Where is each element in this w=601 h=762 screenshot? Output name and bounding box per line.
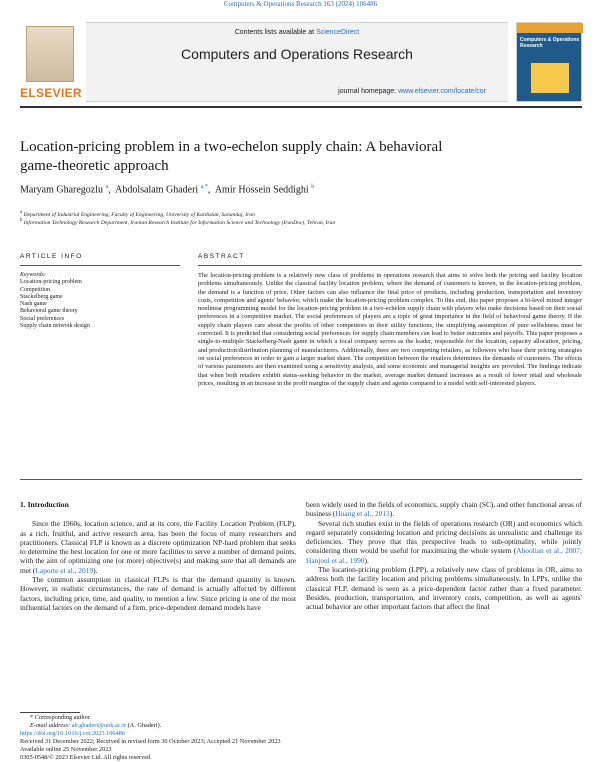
journal-band — [86, 22, 508, 102]
keyword-item: Stackelberg game — [20, 293, 63, 300]
publisher-name: ELSEVIER — [20, 86, 82, 100]
citation-link[interactable]: Huang et al., 2013 — [335, 509, 390, 519]
available-online: Available online 25 November 2023 — [20, 746, 112, 753]
author-list: Maryam Gharegozlu $^a$, Abdolsalam Ghaderi $^{a,*}$, Amir Hossein Seddighi $^b$ — [20, 184, 315, 196]
email-note — [20, 722, 281, 730]
author-name[interactable]: Amir Hossein Seddighi — [214, 184, 309, 196]
paragraph-text: ). — [364, 555, 369, 565]
article-title — [20, 138, 520, 176]
paragraph-text: Several rich studies exist in the fields of operations research (OR) and economics which regard separately considering location and pricing decisions as unrealistic and challenge its deficiencies. They prove that this perspective leads to sub-optimality, while jointly considering them would be useful for maximizing the whole system ( — [306, 518, 582, 556]
elsevier-tree-icon — [26, 26, 74, 82]
contents-prefix: Contents lists available at — [234, 29, 317, 36]
abstract-rule — [198, 265, 582, 266]
abstract-text: The location-pricing problem is a relatively new class of problems in operations research that aims to solve both the pricing and facility location problems simultaneously. Unlike the classical facility location problem, where the demand of customers is known, in the location-pricing problem, the demand is a function of price. Other factors can also influence the final price of products, including production, transportation and inventory costs, competition and agents' behavior, which make the location-pricing problem complex. To this end, this paper proposes a bi-level mixed integer nonlinear programming model for the location-pricing problem in a two-echelon supply chain with players who make decisions based on their social preferences in a competitive market. The social preferences of players are a topic of great importance in the field of behavioral game theory. If the supply chain players care about the profits of other competitors in their utility functions, the simplifying assumption of pure selfishness must be corrected. It is predicted that considering social preferences for supply chain members can lead to better outcomes and payoffs. This paper proposes a single-to-multiple Stackelberg-Nash game in which a focal company serves as the leader, responsible for the location, capacity allocation, pricing, and production/distribution planning of manufacturers. Additionally, there are two competing retailers, as followers who base their pricing strategies on social preferences in order to gain a larger market share. The competition between the retailers determines the demands of customers. The effects of various parameters are then examined using a sensitivity analysis, and some economic and managerial insights are provided. The findings indicate that when both retailers exhibit status-seeking behavior in the market, average market demand increases as a result of lower retail and wholesale prices, resulting in an increase in the profit margins of the supply chain and agents compared to a model with self-interested players. — [198, 272, 582, 387]
paragraph-text: ). — [93, 565, 98, 575]
paragraph-text: Since the 1960s, location science, and at its core, the Facility Location Problem (FLP), as a rich, fruitful, and active research area, has been the focus of many researchers and practitioners. Classical FLP is known as a discrete optimization NP-hard problem that seeks to determine the best location for one or more facilities to serve a number of demand points, with the aim of optimizing one (or more) objective(s) and making sure that all demands are met ( — [20, 519, 296, 575]
footnotes — [20, 714, 281, 762]
keyword-item: Social preferences — [20, 315, 65, 322]
footnote-rule — [20, 712, 80, 713]
paragraph — [306, 500, 582, 519]
affiliation — [20, 210, 255, 218]
affiliation-text: Information Technology Research Department, Iranian Research Institute for Information Science and Technology (IranDoc), Tehran, Iran — [23, 219, 336, 226]
contents-line — [86, 23, 508, 36]
cover-graphic — [531, 63, 569, 93]
paragraph-text: been widely used in the fields of economics, supply chain (SC), and other functional areas of business ( — [306, 500, 582, 519]
doi-link[interactable]: https://doi.org/10.1016/j.cor.2023.106486 — [20, 730, 126, 737]
title-line-1: Location-pricing problem in a two-echelon supply chain: A behavioral — [20, 139, 443, 155]
received-dates: Received 31 December 2022; Received in revised form 30 October 2023; Accepted 21 November 2023 — [20, 738, 281, 745]
section-heading: 1. Introduction — [20, 500, 69, 509]
author-name[interactable]: Abdolsalam Ghaderi — [115, 184, 199, 196]
affiliation-marker: a — [20, 210, 23, 215]
header-rule — [20, 106, 582, 108]
keywords-heading: Keywords: — [20, 272, 46, 278]
affiliation-text: Department of Industrial Engineering, Faculty of Engineering, University of Kurdistan, Sanandaj, Iran — [23, 211, 255, 218]
journal-title: Computers and Operations Research — [181, 46, 413, 62]
journal-citation[interactable]: Computers & Operations Research 163 (2024) 106486 — [223, 0, 378, 8]
affiliation-marker: b — [20, 218, 23, 223]
email-link[interactable]: ab.ghaderi@uok.ac.ir — [71, 722, 126, 729]
body-left-column — [20, 500, 296, 612]
cover-bar — [517, 23, 583, 33]
abstract-bottom-rule — [20, 479, 582, 480]
paragraph-text: ). — [389, 509, 395, 519]
keyword-item: Location-pricing problem — [20, 279, 82, 286]
author-name[interactable]: Maryam Gharegozlu — [20, 184, 104, 196]
author-affiliation-marker[interactable]: b — [311, 184, 315, 190]
elsevier-logo — [20, 22, 82, 102]
title-line-2: game-theoretic approach — [20, 158, 169, 174]
citation-link[interactable]: Aboolian et al., 2007; Hanjoul et al., 1990 — [306, 546, 582, 565]
keyword-item: Supply chain network design — [20, 323, 90, 330]
keyword-item: Nash game — [20, 301, 47, 308]
keywords-block — [20, 272, 180, 330]
homepage-link[interactable]: www.elsevier.com/locate/cor — [398, 88, 486, 95]
paragraph — [306, 519, 582, 565]
abstract-label: ABSTRACT — [198, 253, 245, 260]
author-affiliation-marker[interactable]: a — [105, 184, 109, 190]
paragraph: The location-pricing problem (LPP), a relatively new class of problems in OR, aims to address both the facility location and pricing problems simultaneously. In LPPs, unlike the classical FLP, demand is seen as a price-dependent factor rather than a fixed parameter. Besides, production, transportation, and inventory costs, competition, as well as agents' actual behavior are other important factors that affect the final — [306, 565, 582, 612]
sciencedirect-link[interactable]: ScienceDirect — [316, 29, 360, 36]
paragraph — [20, 519, 296, 575]
citation-link[interactable]: Laporte et al., 2019 — [35, 565, 94, 575]
homepage-line — [338, 88, 486, 95]
body-right-column — [306, 500, 582, 612]
journal-header — [20, 22, 508, 102]
homepage-prefix: journal homepage: — [338, 88, 399, 95]
email-owner: (A. Ghaderi). — [127, 722, 162, 729]
article-info-rule — [20, 265, 180, 266]
article-info-label: ARTICLE INFO — [20, 253, 83, 260]
keyword-item: Competition — [20, 286, 50, 293]
corresponding-note: * Corresponding author. — [30, 714, 92, 721]
keyword-item: Behavioral game theory — [20, 308, 78, 315]
affiliation — [20, 218, 335, 226]
copyright: 0305-0548/© 2023 Elsevier Ltd. All rights reserved. — [20, 754, 152, 761]
paragraph: The common assumption in classical FLPs is that the demand quantity is known. However, in realistic circumstances, the rate of demand is actually affected by different factors, including price, time, and quality, to mention a few. Since pricing is one of the most influential factors on the demand of a firm, price-dependent demand models have — [20, 575, 296, 612]
email-label: E-mail address: — [30, 722, 71, 729]
author-affiliation-marker[interactable]: a,* — [200, 184, 208, 190]
cover-title: Computers & Operations Research — [520, 37, 580, 49]
journal-cover-thumbnail[interactable] — [516, 22, 582, 102]
